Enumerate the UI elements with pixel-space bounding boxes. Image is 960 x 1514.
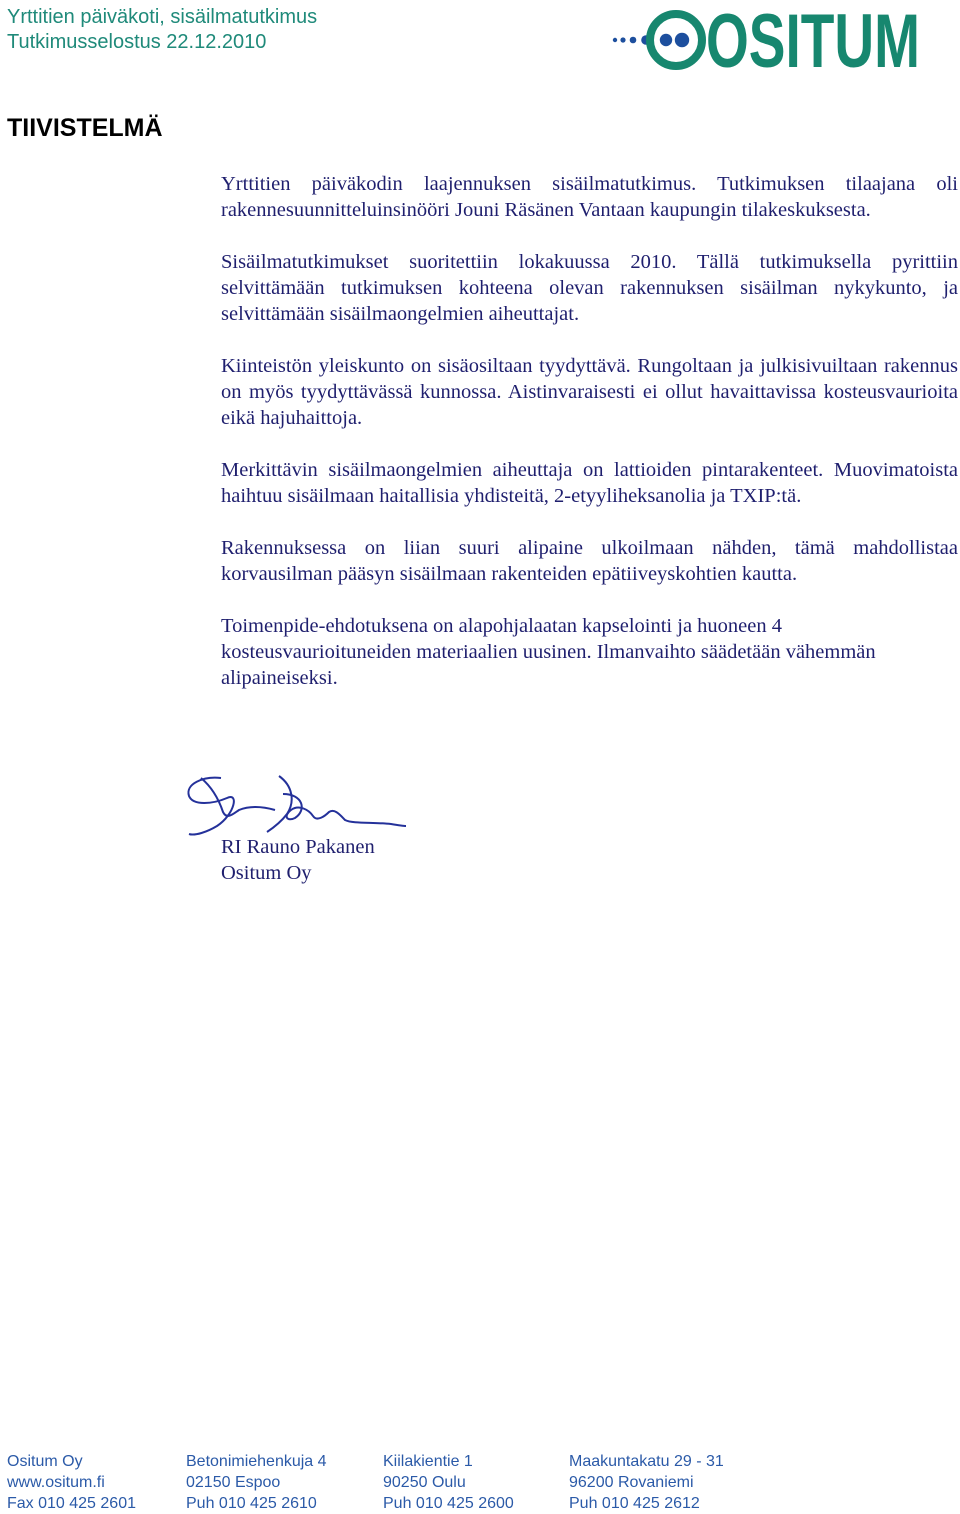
footer-line: 96200 Rovaniemi xyxy=(569,1474,694,1491)
footer-line: 02150 Espoo xyxy=(186,1474,281,1491)
footer-line: 90250 Oulu xyxy=(383,1474,466,1491)
footer-column-ositum xyxy=(7,1451,136,1514)
paragraph: Kiinteistön yleiskunto on sisäosiltaan tyydyttävä. Rungoltaan ja julkisivuiltaan rakennus on myös tyydyttävässä kunnossa. Aistinvaraisesti ei ollut havaittavissa kosteusvaurioita eikä hajuhaittoja. xyxy=(221,355,958,429)
footer-line: www.ositum.fi xyxy=(7,1474,105,1491)
ositum-logo xyxy=(612,2,924,72)
paragraph: Sisäilmatutkimukset suoritettiin lokakuussa 2010. Tällä tutkimuksella pyrittiin selvittämään tutkimuksen kohteena olevan rakennuksen sisäilman nykykunto, ja selvittämään sisäilmaongelmien aiheuttajat. xyxy=(221,251,958,325)
footer-line: Ositum Oy xyxy=(7,1453,83,1470)
paragraph: Rakennuksessa on liian suuri alipaine ulkoilmaan nähden, tämä mahdollistaa korvausilman pääsyn sisäilmaan rakenteiden epätiiveyskohtien kautta. xyxy=(221,537,958,585)
paragraph: Toimenpide-ehdotuksena on alapohjalaatan kapselointi ja huoneen 4 kosteusvaurioituneiden materiaalien uusinen. Ilmanvaihto säädetään vähemmän alipaineiseksi. xyxy=(221,615,876,689)
document-header xyxy=(7,5,317,55)
page-footer xyxy=(0,1451,960,1513)
footer-line: Puh 010 425 2612 xyxy=(569,1495,700,1512)
footer-line: Kiilakientie 1 xyxy=(383,1453,473,1470)
signature-block xyxy=(221,834,375,886)
signer-company: Ositum Oy xyxy=(221,862,312,884)
header-title: Yrttitien päiväkoti, sisäilmatutkimus xyxy=(7,6,318,28)
footer-column-oulu xyxy=(383,1451,514,1514)
header-subtitle: Tutkimusselostus 22.12.2010 xyxy=(7,31,267,53)
page-title: TIIVISTELMÄ xyxy=(7,114,163,142)
logo-text: OSITUM xyxy=(706,2,920,72)
paragraph: Merkittävin sisäilmaongelmien aiheuttaja on lattioiden pintarakenteet. Muovimatoista haihtuu sisäilmaan haitallisia yhdisteitä, 2-etyyliheksanolia ja TXIP:tä. xyxy=(221,459,958,507)
summary-body xyxy=(221,171,958,717)
footer-line: Puh 010 425 2610 xyxy=(186,1495,317,1512)
paragraph: Yrttitien päiväkodin laajennuksen sisäilmatutkimus. Tutkimuksen tilaajana oli rakennesuunnitteluinsinööri Jouni Räsänen Vantaan kaupungin tilakeskuksesta. xyxy=(221,173,958,221)
handwritten-signature xyxy=(183,770,408,838)
footer-column-espoo xyxy=(186,1451,327,1514)
footer-line: Betonimiehenkuja 4 xyxy=(186,1453,327,1470)
footer-line: Puh 010 425 2600 xyxy=(383,1495,514,1512)
footer-line: Maakuntakatu 29 - 31 xyxy=(569,1453,724,1470)
footer-line: Fax 010 425 2601 xyxy=(7,1495,136,1512)
footer-column-rovaniemi xyxy=(569,1451,724,1514)
signer-name: RI Rauno Pakanen xyxy=(221,836,375,858)
